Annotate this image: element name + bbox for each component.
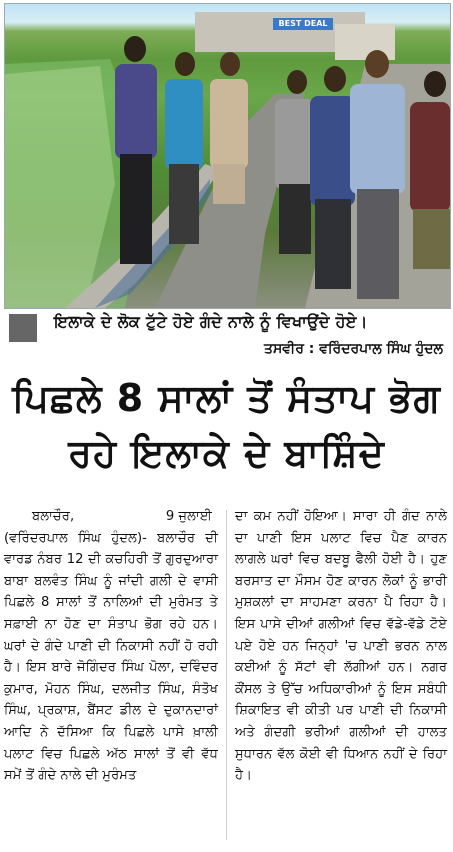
dateline-place: ਬਲਾਚੌਰ, bbox=[32, 509, 75, 524]
article-body-right: ਦਾ ਕਮ ਨਹੀਂ ਹੋਇਆ। ਸਾਰਾ ਹੀ ਗੰਦ ਨਾਲੇ ਦਾ ਪਾਣੀ ਇਸ ਪਲਾਟ ਵਿਚ ਪੈਣ ਕਾਰਨ ਲਾਗਲੇ ਘਰਾਂ ਵਿਚ ਬਦਬੂ ਫੈਲੀ ਹੋਈ ਹੈ। ਹੁਣ ਬਰਸਾਤ ਦਾ ਮੌਸਮ ਹੋਣ ਕਾਰਨ ਲੋਕਾਂ ਨੂੰ ਭਾਰੀ ਮੁਸ਼ਕਲਾਂ ਦਾ ਸਾਹਮਣਾ ਕਰਨਾ ਪੈ ਰਿਹਾ ਹੈ। ਇਸ ਪਾਸੇ ਦੀਆਂ ਗਲੀਆਂ ਵਿਚ ਵੱਡੇ-ਵੱਡੇ ਟੋਏ ਪਏ ਹੋਏ ਹਨ ਜਿਨ੍ਹਾਂ 'ਚ ਪਾਣੀ ਭਰਨ ਨਾਲ ਕਈਆਂ ਨੂੰ ਸੱਟਾਂ ਵੀ ਲੱਗੀਆਂ ਹਨ। ਨਗਰ ਕੌਂਸਲ ਤੇ ਉੱਚ ਅਧਿਕਾਰੀਆਂ ਨੂੰ ਇਸ ਸਬੰਧੀ ਸ਼ਿਕਾਇਤ ਵੀ ਕੀਤੀ ਪਰ ਪਾਣੀ ਦੀ ਨਿਕਾਸੀ ਅਤੇ ਗੰਦਗੀ ਭਰੀਆਂ ਗਲੀਆਂ ਦੀ ਹਾਲਤ ਸੁਧਾਰਨ ਵੱਲ ਕੋਈ ਵੀ ਧਿਆਨ ਨਹੀਂ ਦੇ ਰਿਹਾ ਹੈ। bbox=[235, 509, 447, 784]
dateline bbox=[4, 506, 218, 528]
headline bbox=[6, 371, 447, 481]
article-column-left bbox=[4, 506, 218, 787]
photo-credit: ਤਸਵੀਰ : ਵਰਿੰਦਰਪਾਲ ਸਿੰਘ ਹੁੰਦਲ bbox=[263, 341, 443, 357]
article-column-right bbox=[235, 506, 447, 787]
shop-sign: BEST DEAL bbox=[273, 18, 333, 30]
column-divider bbox=[226, 510, 227, 840]
headline-line-2: ਰਹੇ ਇਲਾਕੇ ਦੇ ਬਾਸ਼ਿੰਦੇ bbox=[68, 431, 385, 475]
caption-marker bbox=[9, 314, 37, 342]
news-photo bbox=[4, 3, 451, 309]
photo-scene bbox=[5, 4, 450, 308]
photo-caption: ਇਲਾਕੇ ਦੇ ਲੋਕ ਟੁੱਟੇ ਹੋਏ ਗੰਦੇ ਨਾਲੇ ਨੂੰ ਵਿਖਾਉਂਦੇ ਹੋਏ। bbox=[54, 312, 368, 331]
headline-line-1: ਪਿਛਲੇ 8 ਸਾਲਾਂ ਤੋਂ ਸੰਤਾਪ ਭੋਗ bbox=[12, 376, 441, 420]
article-body-left: (ਵਰਿੰਦਰਪਾਲ ਸਿੰਘ ਹੁੰਦਲ)- ਬਲਾਚੌਰ ਦੀ ਵਾਰਡ ਨੰਬਰ 12 ਦੀ ਕਚਹਿਰੀ ਤੋਂ ਗੁਰਦੁਆਰਾ ਬਾਬਾ ਬਲਵੰਤ ਸਿੰਘ ਨੂੰ ਜਾਂਦੀ ਗਲੀ ਦੇ ਵਾਸੀ ਪਿਛਲੇ 8 ਸਾਲਾਂ ਤੋਂ ਨਾਲਿਆਂ ਦੀ ਮੁਰੰਮਤ ਤੇ ਸਫ਼ਾਈ ਨਾ ਹੋਣ ਦਾ ਸੰਤਾਪ ਭੋਗ ਰਹੇ ਹਨ। ਘਰਾਂ ਦੇ ਗੰਦੇ ਪਾਣੀ ਦੀ ਨਿਕਾਸੀ ਨਹੀਂ ਹੋ ਰਹੀ ਹੈ। ਇਸ ਬਾਰੇ ਜੋਗਿੰਦਰ ਸਿੰਘ ਪੋਲਾ, ਦਵਿੰਦਰ ਕੁਮਾਰ, ਮੋਹਨ ਸਿੰਘ, ਦਲਜੀਤ ਸਿੰਘ, ਸੰਤੋਖ ਸਿੰਘ, ਪ੍ਰਕਾਸ਼, ਬੈਂਸਟ ਡੀਲ ਦੇ ਦੁਕਾਨਦਾਰਾਂ ਆਦਿ ਨੇ ਦੱਸਿਆ ਕਿ ਪਿਛਲੇ ਪਾਸੇ ਖ਼ਾਲੀ ਪਲਾਟ ਵਿਚ ਪਿਛਲੇ ਅੱਠ ਸਾਲਾਂ ਤੋਂ ਵੀ ਵੱਧ ਸਮੇਂ ਤੋਂ ਗੰਦੇ ਨਾਲੇ ਦੀ ਮੁਰੰਮਤ bbox=[4, 530, 218, 784]
dateline-date: 9 ਜੁਲਾਈ bbox=[165, 509, 212, 524]
